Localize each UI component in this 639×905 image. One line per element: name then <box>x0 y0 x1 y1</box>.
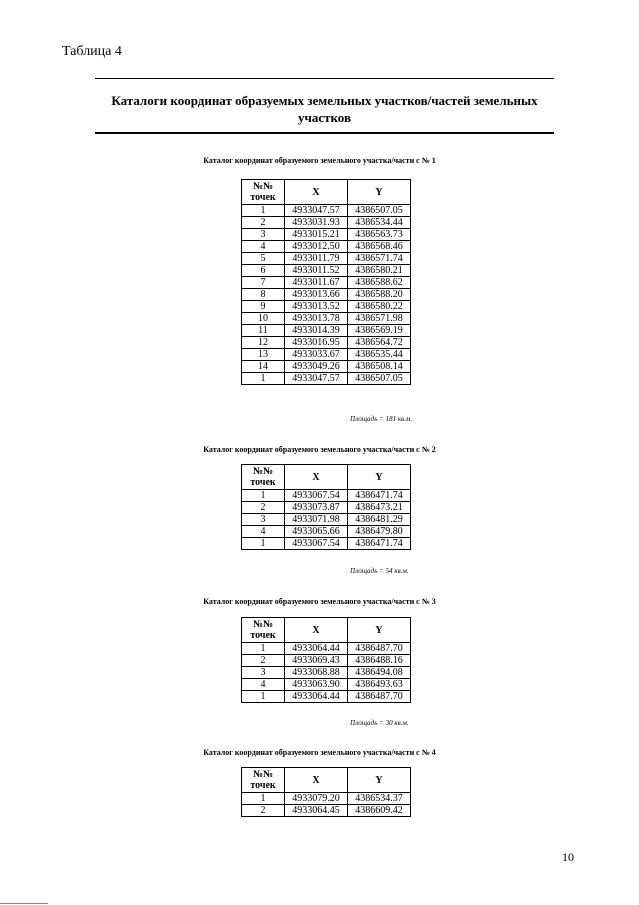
table-header-row <box>242 768 411 793</box>
x-coordinate-cell: 4933047.57 <box>285 205 348 217</box>
point-number-cell: 1 <box>242 490 285 502</box>
header-x: X <box>285 768 348 793</box>
y-coordinate-cell: 4386494.08 <box>348 667 411 679</box>
page-label: Таблица 4 <box>62 44 122 59</box>
y-coordinate-cell: 4386564.72 <box>348 337 411 349</box>
catalog-title: Каталог координат образуемого земельного участка/части с № 2 <box>203 445 436 454</box>
table-header-row <box>242 465 411 490</box>
x-coordinate-cell: 4933013.66 <box>285 289 348 301</box>
y-coordinate-cell: 4386534.37 <box>348 793 411 805</box>
x-coordinate-cell: 4933049.26 <box>285 361 348 373</box>
table-row <box>242 373 411 385</box>
y-coordinate-cell: 4386588.20 <box>348 289 411 301</box>
table-row <box>242 205 411 217</box>
point-number-cell: 13 <box>242 349 285 361</box>
y-coordinate-cell: 4386471.74 <box>348 490 411 502</box>
page-number: 10 <box>562 850 574 864</box>
x-coordinate-cell: 4933013.52 <box>285 301 348 313</box>
x-coordinate-cell: 4933031.93 <box>285 217 348 229</box>
x-coordinate-cell: 4933067.54 <box>285 538 348 550</box>
x-coordinate-cell: 4933064.44 <box>285 691 348 703</box>
catalog-title: Каталог координат образуемого земельного участка/части с № 1 <box>203 156 436 165</box>
point-number-cell: 5 <box>242 253 285 265</box>
table-row <box>242 301 411 313</box>
header-x: X <box>285 465 348 490</box>
coordinates-table <box>241 767 411 817</box>
point-number-cell: 1 <box>242 691 285 703</box>
y-coordinate-cell: 4386507.05 <box>348 373 411 385</box>
x-coordinate-cell: 4933063.90 <box>285 679 348 691</box>
y-coordinate-cell: 4386493.63 <box>348 679 411 691</box>
x-coordinate-cell: 4933012.50 <box>285 241 348 253</box>
table-row <box>242 241 411 253</box>
y-coordinate-cell: 4386580.22 <box>348 301 411 313</box>
header-point-number: №№ точек <box>242 618 285 643</box>
header-point-number: №№ точек <box>242 465 285 490</box>
area-label: Площадь = 54 кв.м. <box>350 567 409 575</box>
y-coordinate-cell: 4386563.73 <box>348 229 411 241</box>
y-coordinate-cell: 4386473.21 <box>348 502 411 514</box>
y-coordinate-cell: 4386534.44 <box>348 217 411 229</box>
x-coordinate-cell: 4933064.44 <box>285 643 348 655</box>
x-coordinate-cell: 4933065.66 <box>285 526 348 538</box>
point-number-cell: 2 <box>242 502 285 514</box>
table-row <box>242 229 411 241</box>
table-row <box>242 538 411 550</box>
x-coordinate-cell: 4933073.87 <box>285 502 348 514</box>
table-row <box>242 502 411 514</box>
point-number-cell: 10 <box>242 313 285 325</box>
x-coordinate-cell: 4933016.95 <box>285 337 348 349</box>
table-row <box>242 526 411 538</box>
point-number-cell: 3 <box>242 229 285 241</box>
point-number-cell: 3 <box>242 667 285 679</box>
point-number-cell: 2 <box>242 217 285 229</box>
table-row <box>242 691 411 703</box>
table-row <box>242 313 411 325</box>
x-coordinate-cell: 4933011.79 <box>285 253 348 265</box>
y-coordinate-cell: 4386588.62 <box>348 277 411 289</box>
coordinates-table <box>241 464 411 550</box>
top-rule <box>95 78 554 79</box>
y-coordinate-cell: 4386535.44 <box>348 349 411 361</box>
point-number-cell: 4 <box>242 241 285 253</box>
x-coordinate-cell: 4933011.52 <box>285 265 348 277</box>
point-number-cell: 14 <box>242 361 285 373</box>
table-row <box>242 289 411 301</box>
y-coordinate-cell: 4386487.70 <box>348 643 411 655</box>
y-coordinate-cell: 4386487.70 <box>348 691 411 703</box>
table-row <box>242 325 411 337</box>
point-number-cell: 3 <box>242 514 285 526</box>
table-row <box>242 490 411 502</box>
x-coordinate-cell: 4933011.67 <box>285 277 348 289</box>
table-row <box>242 643 411 655</box>
point-number-cell: 4 <box>242 526 285 538</box>
catalog-title: Каталог координат образуемого земельного участка/части с № 3 <box>203 597 436 606</box>
table-row <box>242 253 411 265</box>
y-coordinate-cell: 4386508.14 <box>348 361 411 373</box>
heading-rule <box>95 132 554 134</box>
y-coordinate-cell: 4386571.74 <box>348 253 411 265</box>
point-number-cell: 8 <box>242 289 285 301</box>
x-coordinate-cell: 4933071.98 <box>285 514 348 526</box>
coordinates-table <box>241 617 411 703</box>
header-point-number: №№ точек <box>242 180 285 205</box>
table-row <box>242 514 411 526</box>
y-coordinate-cell: 4386507.05 <box>348 205 411 217</box>
y-coordinate-cell: 4386571.98 <box>348 313 411 325</box>
table-row <box>242 277 411 289</box>
x-coordinate-cell: 4933033.67 <box>285 349 348 361</box>
table-row <box>242 805 411 817</box>
point-number-cell: 7 <box>242 277 285 289</box>
x-coordinate-cell: 4933047.57 <box>285 373 348 385</box>
x-coordinate-cell: 4933079.20 <box>285 793 348 805</box>
table-row <box>242 655 411 667</box>
header-y: Y <box>348 180 411 205</box>
table-header-row <box>242 180 411 205</box>
y-coordinate-cell: 4386569.19 <box>348 325 411 337</box>
point-number-cell: 1 <box>242 793 285 805</box>
header-y: Y <box>348 768 411 793</box>
page-heading: Каталоги координат образуемых земельных участков/частей земельных участков <box>111 93 538 125</box>
point-number-cell: 1 <box>242 373 285 385</box>
point-number-cell: 4 <box>242 679 285 691</box>
point-number-cell: 6 <box>242 265 285 277</box>
point-number-cell: 1 <box>242 205 285 217</box>
point-number-cell: 2 <box>242 655 285 667</box>
x-coordinate-cell: 4933014.39 <box>285 325 348 337</box>
catalog-title: Каталог координат образуемого земельного участка/части с № 4 <box>203 748 436 757</box>
header-y: Y <box>348 465 411 490</box>
x-coordinate-cell: 4933013.78 <box>285 313 348 325</box>
x-coordinate-cell: 4933067.54 <box>285 490 348 502</box>
y-coordinate-cell: 4386568.46 <box>348 241 411 253</box>
footer-rule <box>0 903 48 904</box>
y-coordinate-cell: 4386609.42 <box>348 805 411 817</box>
y-coordinate-cell: 4386479.80 <box>348 526 411 538</box>
coordinates-table <box>241 179 411 385</box>
table-row <box>242 679 411 691</box>
x-coordinate-cell: 4933015.21 <box>285 229 348 241</box>
area-label: Площадь = 30 кв.м. <box>350 719 409 727</box>
y-coordinate-cell: 4386471.74 <box>348 538 411 550</box>
table-header-row <box>242 618 411 643</box>
table-row <box>242 361 411 373</box>
y-coordinate-cell: 4386481.29 <box>348 514 411 526</box>
x-coordinate-cell: 4933069.43 <box>285 655 348 667</box>
x-coordinate-cell: 4933068.88 <box>285 667 348 679</box>
table-row <box>242 793 411 805</box>
point-number-cell: 1 <box>242 538 285 550</box>
y-coordinate-cell: 4386580.21 <box>348 265 411 277</box>
point-number-cell: 2 <box>242 805 285 817</box>
header-y: Y <box>348 618 411 643</box>
x-coordinate-cell: 4933064.45 <box>285 805 348 817</box>
table-row <box>242 349 411 361</box>
header-x: X <box>285 180 348 205</box>
table-row <box>242 667 411 679</box>
area-label: Площадь = 181 кв.м. <box>350 415 413 423</box>
header-point-number: №№ точек <box>242 768 285 793</box>
point-number-cell: 9 <box>242 301 285 313</box>
table-row <box>242 217 411 229</box>
point-number-cell: 1 <box>242 643 285 655</box>
header-x: X <box>285 618 348 643</box>
point-number-cell: 11 <box>242 325 285 337</box>
y-coordinate-cell: 4386488.16 <box>348 655 411 667</box>
table-row <box>242 265 411 277</box>
point-number-cell: 12 <box>242 337 285 349</box>
table-row <box>242 337 411 349</box>
